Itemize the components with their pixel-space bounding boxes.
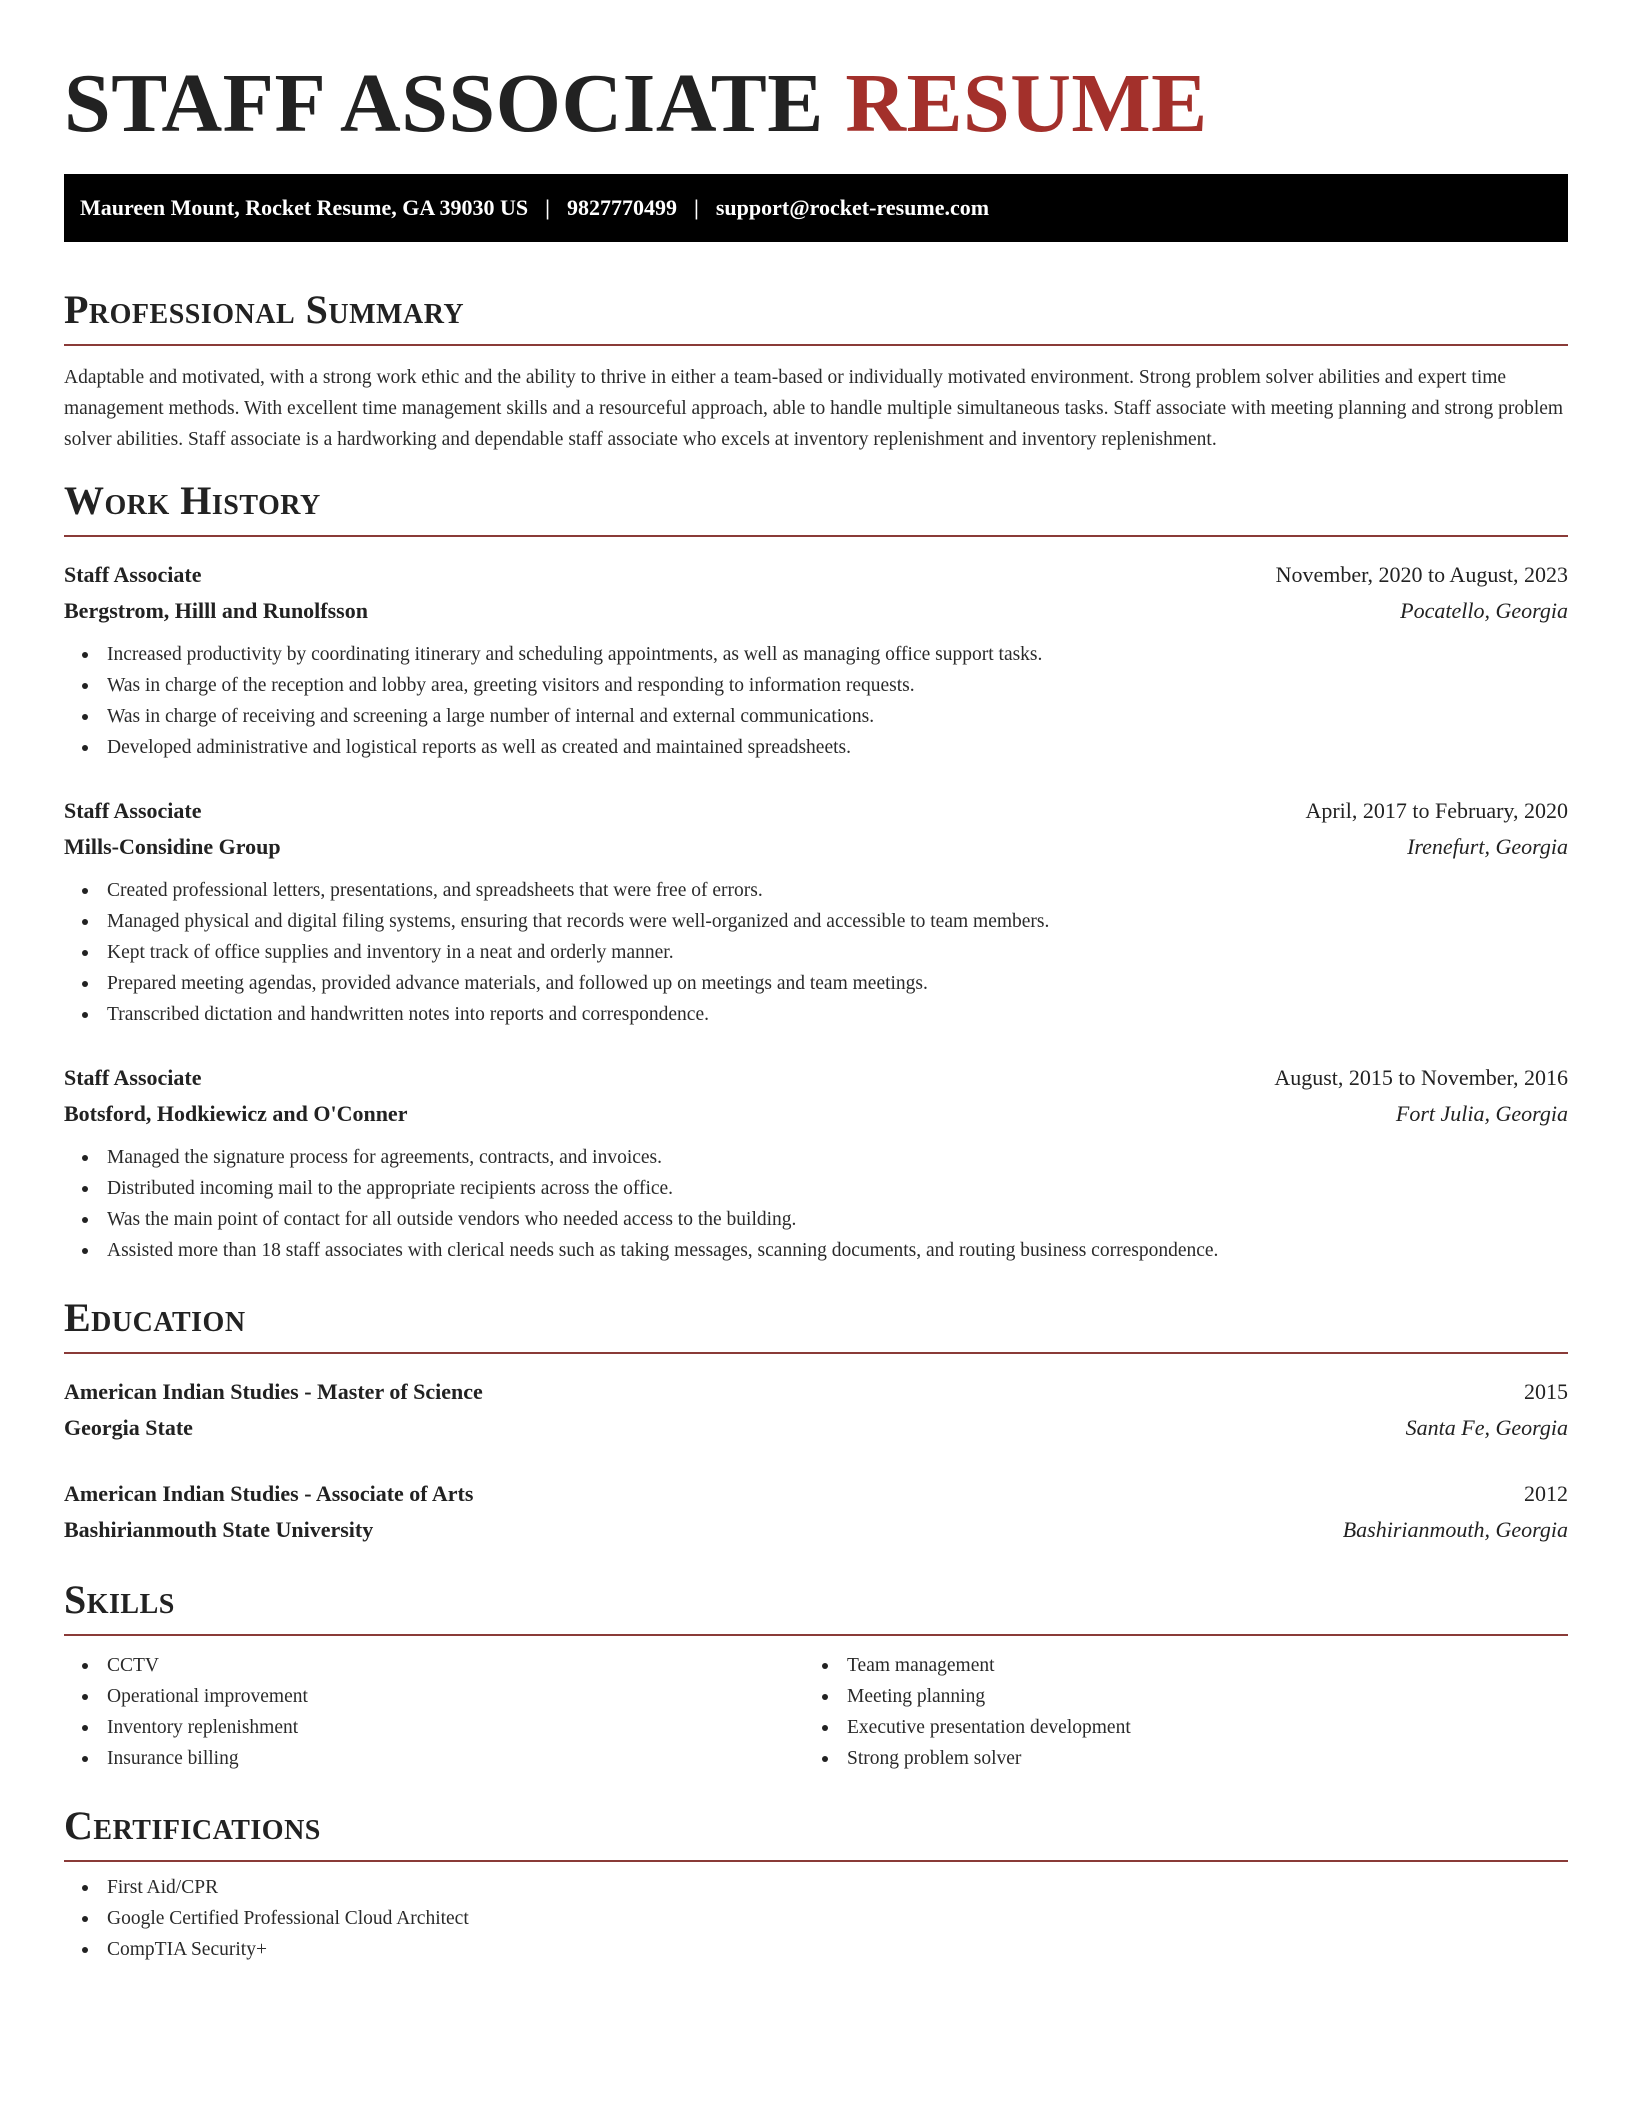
list-item: Assisted more than 18 staff associates with clerical needs such as taking messages, scanning documents, and routing business correspondence. [82,1235,1568,1266]
skills-column-right [804,1650,1544,1774]
job-bullets [64,875,1568,1030]
job-title-row [64,557,1568,593]
job-entry [64,793,1568,1030]
job-entry [64,1060,1568,1266]
skill-item: Insurance billing [82,1743,804,1774]
work-history-heading: Work History [64,477,1568,537]
resume-title-main: STAFF ASSOCIATE [64,57,824,150]
school-location: Santa Fe, Georgia [1405,1415,1568,1440]
job-company: Mills-Considine Group [64,834,281,859]
job-title: Staff Associate [64,1065,202,1090]
job-title: Staff Associate [64,798,202,823]
education-heading: Education [64,1294,1568,1354]
education-entry [64,1476,1568,1548]
job-dates: August, 2015 to November, 2016 [1274,1065,1568,1090]
job-company-row [64,1096,1568,1132]
list-item: Distributed incoming mail to the appropriate recipients across the office. [82,1173,1568,1204]
degree-row [64,1374,1568,1410]
skill-item: Strong problem solver [822,1743,1544,1774]
certification-item: First Aid/CPR [82,1872,1568,1903]
skill-item: CCTV [82,1650,804,1681]
job-title-row [64,793,1568,829]
certification-item: CompTIA Security+ [82,1934,1568,1965]
list-item: Was the main point of contact for all outside vendors who needed access to the building. [82,1204,1568,1235]
job-location: Irenefurt, Georgia [1407,834,1568,859]
school-row [64,1512,1568,1548]
job-entry [64,557,1568,763]
contact-phone: 9827770499 [566,195,677,220]
job-title-row [64,1060,1568,1096]
skills-heading: Skills [64,1576,1568,1636]
resume-title [64,0,1568,154]
summary-text: Adaptable and motivated, with a strong work ethic and the ability to thrive in either a team-based or individually motivated environment. Strong problem solver abilities and expert time management methods. With excellent time management skills and a resourceful approach, able to handle multiple simultaneous tasks. Staff associate with meeting planning and strong problem solver abilities. Staff associate is a hardworking and dependable staff associate who excels at inventory replenishment and inventory replenishment. [64,367,1564,450]
skill-item: Operational improvement [82,1681,804,1712]
certifications-list [64,1872,1568,1965]
skills-grid [64,1650,1568,1774]
skill-item: Team management [822,1650,1544,1681]
list-item: Created professional letters, presentations, and spreadsheets that were free of errors. [82,875,1568,906]
job-dates: November, 2020 to August, 2023 [1275,562,1568,587]
school-location: Bashirianmouth, Georgia [1342,1517,1568,1542]
job-title: Staff Associate [64,562,202,587]
job-dates: April, 2017 to February, 2020 [1305,798,1568,823]
list-item: Was in charge of receiving and screening a large number of internal and external communications. [82,701,1568,732]
school: Bashirianmouth State University [64,1517,374,1542]
graduation-year: 2012 [1524,1481,1568,1506]
contact-bar [64,174,1568,242]
list-item: Prepared meeting agendas, provided advance materials, and followed up on meetings and team meetings. [82,968,1568,999]
skill-item: Meeting planning [822,1681,1544,1712]
degree: American Indian Studies - Associate of Arts [64,1481,474,1506]
education-entry [64,1374,1568,1446]
certification-item: Google Certified Professional Cloud Architect [82,1903,1568,1934]
contact-separator: | [545,195,550,220]
list-item: Increased productivity by coordinating itinerary and scheduling appointments, as well as managing office support tasks. [82,639,1568,670]
list-item: Kept track of office supplies and inventory in a neat and orderly manner. [82,937,1568,968]
job-company-row [64,829,1568,865]
skill-item: Inventory replenishment [82,1712,804,1743]
graduation-year: 2015 [1524,1379,1568,1404]
school-row [64,1410,1568,1446]
degree: American Indian Studies - Master of Science [64,1379,483,1404]
list-item: Managed the signature process for agreements, contracts, and invoices. [82,1142,1568,1173]
certifications-heading: Certifications [64,1802,1568,1862]
contact-email: support@rocket-resume.com [715,195,990,220]
job-company: Bergstrom, Hilll and Runolfsson [64,598,368,623]
list-item: Was in charge of the reception and lobby area, greeting visitors and responding to information requests. [82,670,1568,701]
list-item: Managed physical and digital filing systems, ensuring that records were well-organized and accessible to team members. [82,906,1568,937]
contact-separator: | [693,195,699,220]
list-item: Developed administrative and logistical reports as well as created and maintained spreadsheets. [82,732,1568,763]
school: Georgia State [64,1415,193,1440]
contact-address: Maureen Mount, Rocket Resume, GA 39030 US [80,195,529,220]
resume-title-accent: RESUME [845,57,1208,150]
job-bullets [64,1142,1568,1266]
list-item: Transcribed dictation and handwritten notes into reports and correspondence. [82,999,1568,1030]
job-company-row [64,593,1568,629]
job-company: Botsford, Hodkiewicz and O'Conner [64,1101,408,1126]
job-location: Fort Julia, Georgia [1395,1101,1568,1126]
skill-item: Executive presentation development [822,1712,1544,1743]
degree-row [64,1476,1568,1512]
job-location: Pocatello, Georgia [1400,598,1568,623]
job-bullets [64,639,1568,763]
summary-heading: Professional Summary [64,286,1568,346]
skills-column-left [64,1650,804,1774]
